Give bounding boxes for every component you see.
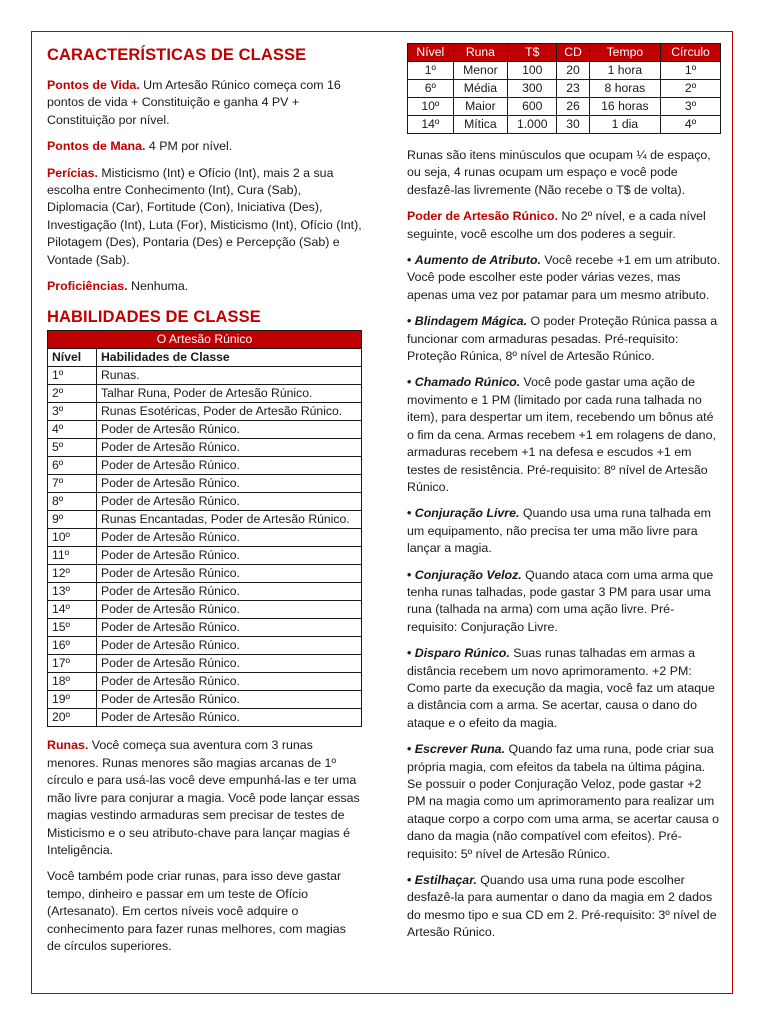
class-table-abilities-cell: Poder de Artesão Rúnico. bbox=[97, 709, 362, 727]
runes-table-cell: 600 bbox=[508, 98, 557, 116]
power-name: Aumento de Atributo. bbox=[414, 253, 541, 268]
class-table-abilities-cell: Poder de Artesão Rúnico. bbox=[97, 583, 362, 601]
bullet-icon: • bbox=[407, 646, 415, 661]
runes-table-cell: 6º bbox=[408, 80, 454, 98]
runes-table-header-cell: Nível bbox=[408, 44, 454, 62]
paragraph-runes-note: Runas são itens minúsculos que ocupam ¼ de espaço, ou seja, 4 runas ocupam um espaço e você pode desfazê-las livremente (Não recebe o T$ de volta). bbox=[407, 148, 711, 197]
power-name: Chamado Rúnico. bbox=[414, 375, 521, 390]
runes-table-cell: 20 bbox=[557, 62, 589, 80]
runes-table-cell: 30 bbox=[557, 116, 589, 134]
power-text: Você pode gastar uma ação de movimento e 1 PM (limitado por cada runa talhada no item), para despertar um item, recebendo um bônus até o fim da cena. Armas recebem +1 em rolagens de dano, armaduras recebem +1 na defesa e escudos +1 em testes de resistência. Pré-requisito: 8º nível de Artesão Rúnico. bbox=[407, 375, 716, 494]
runes-table-cell: 10º bbox=[408, 98, 454, 116]
power-name: Escrever Runa. bbox=[414, 742, 506, 757]
power-name: Blindagem Mágica. bbox=[414, 314, 528, 329]
runes-table-row bbox=[408, 98, 721, 116]
class-table-level-cell: 11º bbox=[48, 547, 97, 565]
runes-table-cell: 2º bbox=[661, 80, 721, 98]
class-table-row bbox=[48, 547, 362, 565]
bullet-icon: • bbox=[407, 873, 415, 888]
runes-table-cell: 3º bbox=[661, 98, 721, 116]
runes-table-cell: Mítica bbox=[453, 116, 508, 134]
class-table-abilities-cell: Poder de Artesão Rúnico. bbox=[97, 565, 362, 583]
runes-table-cell: 8 horas bbox=[589, 80, 660, 98]
class-table-level-cell: 12º bbox=[48, 565, 97, 583]
power-text: Quando ataca com uma arma que tenha runas talhadas, pode gastar 3 PM para usar uma runa (talhada na arma) com uma ação livre. Pré-requisito: Conjuração Livre. bbox=[407, 567, 714, 634]
runes-table-row bbox=[408, 80, 721, 98]
class-table-level-cell: 8º bbox=[48, 493, 97, 511]
class-table-abilities-cell: Poder de Artesão Rúnico. bbox=[97, 421, 362, 439]
power-name: Disparo Rúnico. bbox=[414, 646, 510, 661]
bullet-icon: • bbox=[407, 375, 415, 390]
right-column bbox=[407, 44, 721, 951]
text-runes: Você começa sua aventura com 3 runas menores. Runas menores são magias arcanas de 1º círculo e para usá-las você deve empunhá-las e ter uma mão livre para conjurar a magia. Você pode lançar essas magias vestindo armaduras sem precisar de testes de Misticismo e o seu atributo-chave para lançar magias é Inteligência. bbox=[47, 738, 360, 857]
runes-table-header-cell: T$ bbox=[508, 44, 557, 62]
runes-table-cell: 1º bbox=[408, 62, 454, 80]
class-table-abilities-cell: Talhar Runa, Poder de Artesão Rúnico. bbox=[97, 385, 362, 403]
class-table-level-cell: 9º bbox=[48, 511, 97, 529]
paragraph-proficiencies bbox=[47, 278, 363, 295]
class-table-row bbox=[48, 421, 362, 439]
power-text: Quando faz uma runa, pode criar sua própria magia, com efeitos da tabela na última página. Se possuir o poder Conjuração Veloz, pode gastar +2 PM na magia como um aprimoramento para realizar um ataque corpo a corpo com uma arma, se acertar causa o dano da magia (não compatível com efeitos). Pré-requisito: 5º nível de Artesão Rúnico. bbox=[407, 742, 719, 861]
class-table-abilities-cell: Poder de Artesão Rúnico. bbox=[97, 547, 362, 565]
power-item bbox=[407, 374, 721, 496]
bullet-icon: • bbox=[407, 567, 415, 582]
paragraph-skills bbox=[47, 165, 363, 269]
paragraph-runes bbox=[47, 737, 363, 859]
class-table-abilities-cell: Poder de Artesão Rúnico. bbox=[97, 655, 362, 673]
class-table-caption: O Artesão Rúnico bbox=[48, 331, 362, 349]
class-table-row bbox=[48, 691, 362, 709]
class-table-row bbox=[48, 367, 362, 385]
runes-table-cell: 100 bbox=[508, 62, 557, 80]
power-item bbox=[407, 252, 721, 304]
text-skills: Misticismo (Int) e Ofício (Int), mais 2 a sua escolha entre Conhecimento (Int), Cura (Sab), Diplomacia (Car), Fortitude (Con), Iniciativa (Des), Investigação (Int), Luta (For), Misticismo (Int), Ofício (Int), Pilotagem (Des), Pontaria (Des) e Percepção (Sab) e Vontade (Sab). bbox=[47, 165, 362, 267]
power-item bbox=[407, 567, 721, 637]
class-table-level-cell: 6º bbox=[48, 457, 97, 475]
class-table-row bbox=[48, 403, 362, 421]
power-item bbox=[407, 313, 721, 365]
label-skills: Perícias. bbox=[47, 165, 98, 180]
runes-table-cell: 4º bbox=[661, 116, 721, 134]
class-table-abilities-cell: Poder de Artesão Rúnico. bbox=[97, 601, 362, 619]
paragraph-runes-crafting: Você também pode criar runas, para isso deve gastar tempo, dinheiro e passar em um teste de Ofício (Artesanato). Em certos níveis você adquire o conhecimento para fazer runas melhores, com magias de círculos superiores. bbox=[47, 869, 346, 953]
runes-table-body bbox=[408, 62, 721, 134]
class-table-row bbox=[48, 637, 362, 655]
label-hit-points: Pontos de Vida. bbox=[47, 78, 140, 92]
label-mana-points: Pontos de Mana. bbox=[47, 139, 146, 154]
class-table-abilities-cell: Poder de Artesão Rúnico. bbox=[97, 529, 362, 547]
runes-table-header-cell: Círculo bbox=[661, 44, 721, 62]
powers-list bbox=[407, 252, 721, 942]
class-table-level-cell: 4º bbox=[48, 421, 97, 439]
class-table-abilities-cell: Poder de Artesão Rúnico. bbox=[97, 457, 362, 475]
class-table-level-cell: 7º bbox=[48, 475, 97, 493]
runes-table-cell: 1 dia bbox=[589, 116, 660, 134]
power-text: Suas runas talhadas em armas a distância recebem um novo aprimoramento. +2 PM: Como parte da execução da magia, você faz um ataque a distância com a arma. Se acertar, causa o dano do ataque e o efeito da magia. bbox=[407, 646, 715, 730]
class-table-level-cell: 3º bbox=[48, 403, 97, 421]
runes-table-cell: 1 hora bbox=[589, 62, 660, 80]
runes-table-cell: 26 bbox=[557, 98, 589, 116]
class-table-row bbox=[48, 529, 362, 547]
power-item bbox=[407, 505, 721, 557]
class-table-row bbox=[48, 475, 362, 493]
class-table bbox=[47, 330, 362, 727]
class-table-level-cell: 5º bbox=[48, 439, 97, 457]
runes-table-header-row bbox=[408, 44, 721, 62]
text-hit-points: Um Artesão Rúnico começa com 16 pontos de vida + Constituição e ganha 4 PV + Constituição por nível. bbox=[47, 78, 341, 127]
paragraph-hit-points bbox=[47, 77, 363, 129]
runes-table bbox=[407, 43, 721, 134]
class-table-row bbox=[48, 439, 362, 457]
class-table-abilities-cell: Runas Esotéricas, Poder de Artesão Rúnico. bbox=[97, 403, 362, 421]
class-table-body bbox=[48, 367, 362, 727]
class-table-row bbox=[48, 457, 362, 475]
runes-table-cell: 1º bbox=[661, 62, 721, 80]
class-table-level-cell: 10º bbox=[48, 529, 97, 547]
power-text: Quando usa uma runa pode escolher desfazê-la para aumentar o dano da magia em 2 dados do mesmo tipo e sua CD em 2. Pré-requisito: 3º nível de Artesão Rúnico. bbox=[407, 873, 717, 940]
runes-table-cell: 1.000 bbox=[508, 116, 557, 134]
power-item bbox=[407, 741, 721, 863]
class-table-level-cell: 1º bbox=[48, 367, 97, 385]
text-mana-points: 4 PM por nível. bbox=[145, 139, 233, 154]
power-name: Conjuração Livre. bbox=[414, 506, 520, 521]
class-table-level-cell: 16º bbox=[48, 637, 97, 655]
runes-table-cell: 300 bbox=[508, 80, 557, 98]
class-table-header-level: Nível bbox=[48, 349, 97, 367]
power-text: Quando usa uma runa talhada em um equipamento, não precisa ter uma mão livre para lançar a magia. bbox=[407, 506, 711, 556]
paragraph-mana-points bbox=[47, 138, 363, 155]
power-text: Você recebe +1 em um atributo. Você pode escolher este poder várias vezes, mas apenas uma vez por patamar para um mesmo atributo. bbox=[407, 253, 721, 302]
runes-table-cell: Média bbox=[453, 80, 508, 98]
runes-table-header-cell: CD bbox=[557, 44, 589, 62]
class-table-row bbox=[48, 493, 362, 511]
bullet-icon: • bbox=[407, 506, 415, 521]
class-table-row bbox=[48, 583, 362, 601]
label-runes: Runas. bbox=[47, 738, 89, 753]
class-table-level-cell: 17º bbox=[48, 655, 97, 673]
bullet-icon: • bbox=[407, 314, 415, 329]
class-table-abilities-cell: Poder de Artesão Rúnico. bbox=[97, 475, 362, 493]
class-table-abilities-cell: Poder de Artesão Rúnico. bbox=[97, 637, 362, 655]
runes-table-cell: Menor bbox=[453, 62, 508, 80]
label-proficiencies: Proficiências. bbox=[47, 279, 128, 294]
power-name: Conjuração Veloz. bbox=[414, 567, 522, 582]
left-column bbox=[47, 44, 363, 964]
class-table-abilities-cell: Poder de Artesão Rúnico. bbox=[97, 493, 362, 511]
class-table-abilities-cell: Runas Encantadas, Poder de Artesão Rúnico. bbox=[97, 511, 362, 529]
class-table-abilities-cell: Poder de Artesão Rúnico. bbox=[97, 439, 362, 457]
section-title-characteristics: CARACTERÍSTICAS DE CLASSE bbox=[47, 46, 307, 64]
class-table-level-cell: 14º bbox=[48, 601, 97, 619]
class-table-abilities-cell: Runas. bbox=[97, 367, 362, 385]
runes-table-row bbox=[408, 116, 721, 134]
runes-table-cell: Maior bbox=[453, 98, 508, 116]
class-table-row bbox=[48, 655, 362, 673]
class-table-level-cell: 15º bbox=[48, 619, 97, 637]
class-table-row bbox=[48, 565, 362, 583]
power-name: Estilhaçar. bbox=[414, 873, 477, 888]
class-table-abilities-cell: Poder de Artesão Rúnico. bbox=[97, 619, 362, 637]
class-table-level-cell: 2º bbox=[48, 385, 97, 403]
class-table-level-cell: 13º bbox=[48, 583, 97, 601]
class-table-row bbox=[48, 673, 362, 691]
class-table-row bbox=[48, 709, 362, 727]
class-table-row bbox=[48, 385, 362, 403]
bullet-icon: • bbox=[407, 253, 415, 268]
class-table-abilities-cell: Poder de Artesão Rúnico. bbox=[97, 673, 362, 691]
section-title-abilities: HABILIDADES DE CLASSE bbox=[47, 308, 261, 327]
text-runic-power: No 2º nível, e a cada nível seguinte, você escolhe um dos poderes a seguir. bbox=[407, 209, 706, 241]
class-table-row bbox=[48, 511, 362, 529]
runes-table-header-cell: Tempo bbox=[589, 44, 660, 62]
label-runic-power: Poder de Artesão Rúnico. bbox=[407, 209, 559, 224]
class-table-level-cell: 19º bbox=[48, 691, 97, 709]
runes-table-cell: 23 bbox=[557, 80, 589, 98]
runes-table-row bbox=[408, 62, 721, 80]
class-table-row bbox=[48, 601, 362, 619]
runes-table-cell: 16 horas bbox=[589, 98, 660, 116]
class-table-level-cell: 18º bbox=[48, 673, 97, 691]
bullet-icon: • bbox=[407, 742, 415, 757]
power-item bbox=[407, 872, 721, 942]
class-table-level-cell: 20º bbox=[48, 709, 97, 727]
class-table-row bbox=[48, 619, 362, 637]
class-table-header-abilities: Habilidades de Classe bbox=[97, 349, 362, 367]
runes-table-header-cell: Runa bbox=[453, 44, 508, 62]
paragraph-runic-power bbox=[407, 208, 721, 243]
power-item bbox=[407, 645, 721, 732]
power-text: O poder Proteção Rúnica passa a funcionar com armaduras pesadas. Pré-requisito: Proteção Rúnica, 8º nível de Artesão Rúnico. bbox=[407, 314, 718, 364]
runes-table-cell: 14º bbox=[408, 116, 454, 134]
class-table-abilities-cell: Poder de Artesão Rúnico. bbox=[97, 691, 362, 709]
text-proficiencies: Nenhuma. bbox=[127, 279, 189, 294]
